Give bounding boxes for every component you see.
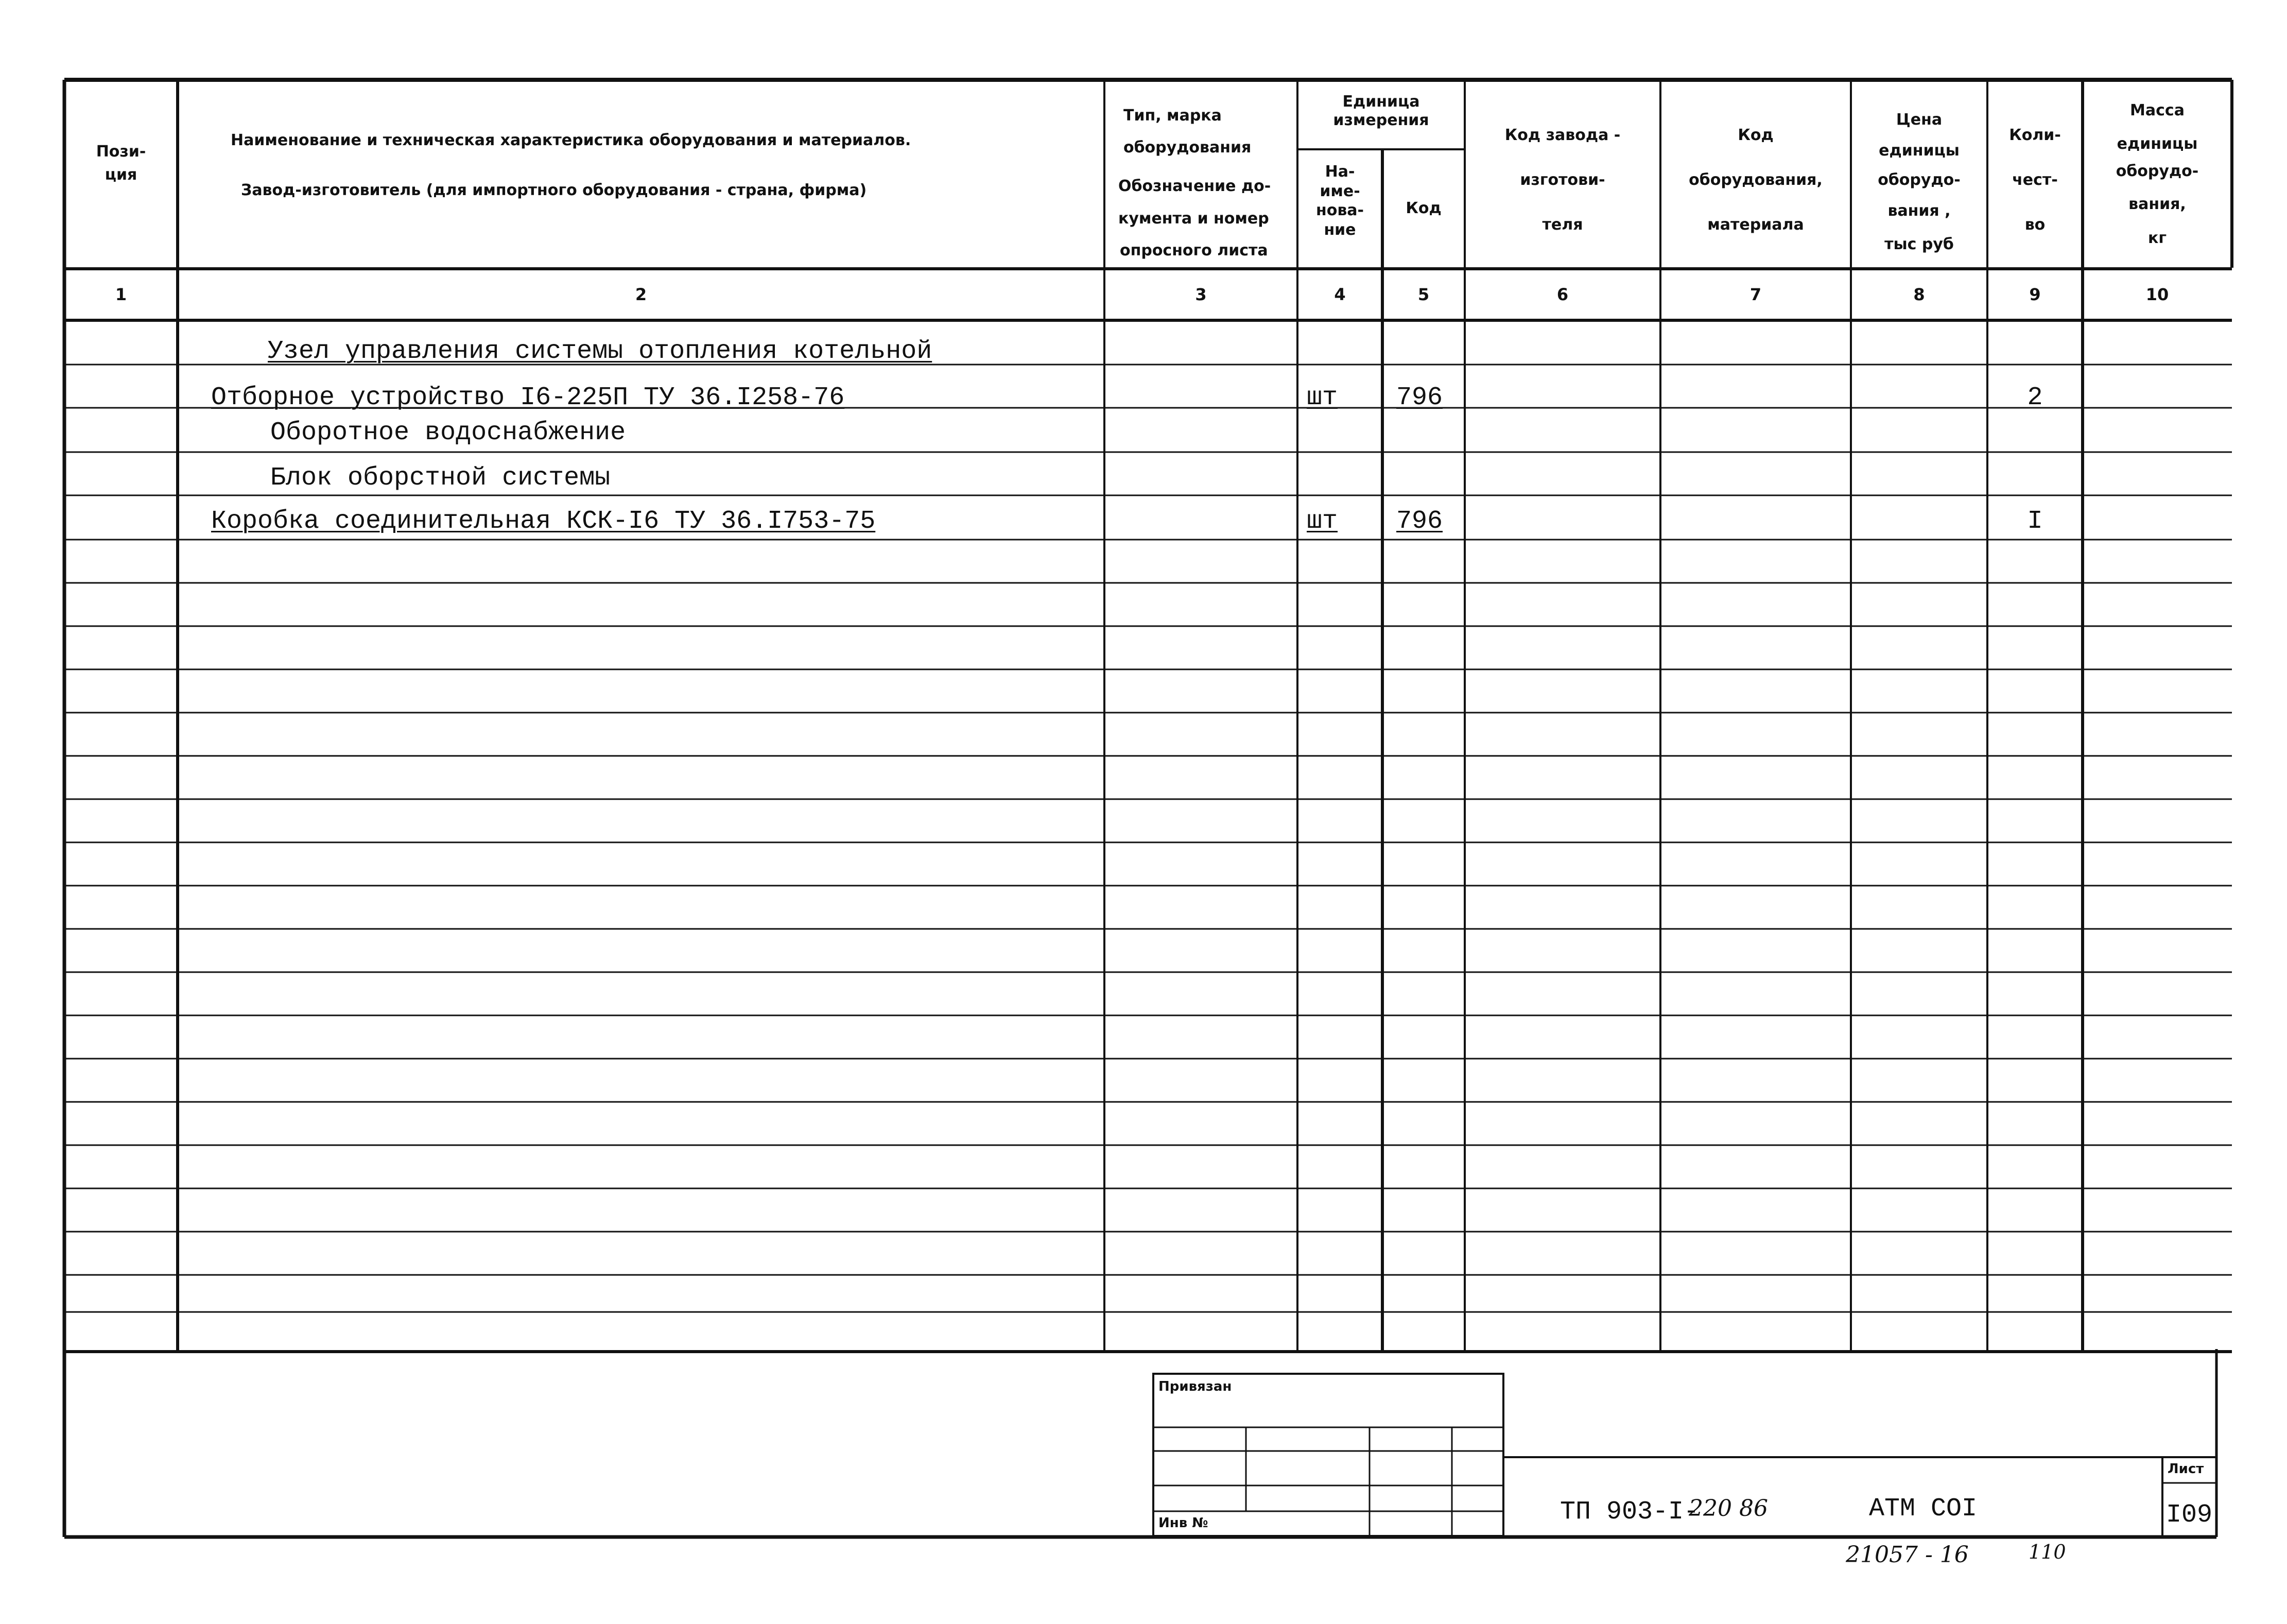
header-type-c: Обозначение до- — [1118, 177, 1271, 195]
header-mass-b: единицы — [2117, 135, 2198, 153]
row-quantity: 2 — [2027, 383, 2043, 412]
column-number: 2 — [635, 285, 647, 304]
document-code-handwritten: 220 86 — [1689, 1495, 1768, 1522]
archive-number: 21057 - 16 — [1846, 1542, 1969, 1568]
header-factory-code-c: теля — [1542, 216, 1583, 234]
sheet-label: Лист — [2168, 1461, 2204, 1477]
document-code: ТП 903-I- — [1560, 1497, 1700, 1527]
header-type-a: Тип, марка — [1123, 107, 1222, 125]
header-name: Наименование и техническая характеристика оборудования и материалов. — [231, 131, 911, 149]
header-unit-name: На- име- нова- ние — [1315, 163, 1364, 239]
header-price-e: тыс руб — [1884, 235, 1954, 253]
column-number: 7 — [1749, 285, 1762, 304]
header-position: Пози- ция — [96, 143, 146, 184]
column-number: 10 — [2145, 285, 2169, 304]
column-number: 5 — [1417, 285, 1430, 304]
row-name: Отборное устройство I6-225П ТУ 36.I258-76 — [211, 383, 845, 412]
header-mass-e: кг — [2147, 229, 2167, 247]
header-price-d: вания , — [1887, 202, 1951, 220]
stamp-privyazan: Привязан — [1158, 1379, 1232, 1394]
column-number: 1 — [115, 285, 127, 304]
header-equipment-code-a: Код — [1738, 126, 1774, 144]
header-factory-code-a: Код завода - — [1504, 126, 1621, 144]
row-name: Блок оборстной системы — [270, 463, 611, 493]
header-price-c: оборудо- — [1878, 171, 1961, 189]
header-mass-d: вания, — [2128, 195, 2186, 213]
header-type-e: опросного листа — [1120, 241, 1268, 260]
header-price-a: Цена — [1896, 111, 1943, 129]
column-number: 9 — [2029, 285, 2041, 304]
header-quantity-a: Коли- — [2009, 126, 2061, 144]
document-mark: АТМ COI — [1869, 1494, 1978, 1524]
row-quantity: I — [2027, 507, 2043, 536]
header-mass-c: оборудо- — [2116, 162, 2199, 180]
header-type-d: кумента и номер — [1118, 210, 1269, 228]
row-name: Коробка соединительная КСК-I6 ТУ 36.I753-75 — [211, 507, 876, 536]
header-mass-a: Масса — [2130, 101, 2185, 119]
row-code: 796 — [1396, 507, 1443, 536]
page-number: 110 — [2029, 1541, 2066, 1563]
column-number: 6 — [1556, 285, 1569, 304]
sheet-number: I09 — [2166, 1500, 2213, 1530]
header-equipment-code-c: материала — [1707, 216, 1804, 234]
stamp-inventory-number: Инв № — [1158, 1515, 1208, 1531]
column-number: 3 — [1195, 285, 1207, 304]
row-name: Оборотное водоснабжение — [270, 418, 626, 447]
header-unit-group: Единица измерения — [1333, 93, 1429, 129]
header-factory-code-b: изготови- — [1520, 171, 1605, 189]
row-unit: шт — [1307, 507, 1338, 536]
header-quantity-c: во — [2024, 216, 2046, 234]
header-manufacturer: Завод-изготовитель (для импортного оборудования - страна, фирма) — [241, 181, 867, 199]
header-equipment-code-b: оборудования, — [1689, 171, 1823, 189]
row-unit: шт — [1307, 383, 1338, 412]
header-unit-code: Код — [1406, 199, 1442, 217]
header-price-b: единицы — [1879, 142, 1960, 160]
row-name: Узел управления системы отопления котельной — [268, 337, 932, 366]
row-code: 796 — [1396, 383, 1443, 412]
column-number: 8 — [1913, 285, 1925, 304]
column-number: 4 — [1334, 285, 1346, 304]
header-quantity-b: чест- — [2012, 171, 2058, 189]
header-type-b: оборудования — [1123, 139, 1252, 157]
